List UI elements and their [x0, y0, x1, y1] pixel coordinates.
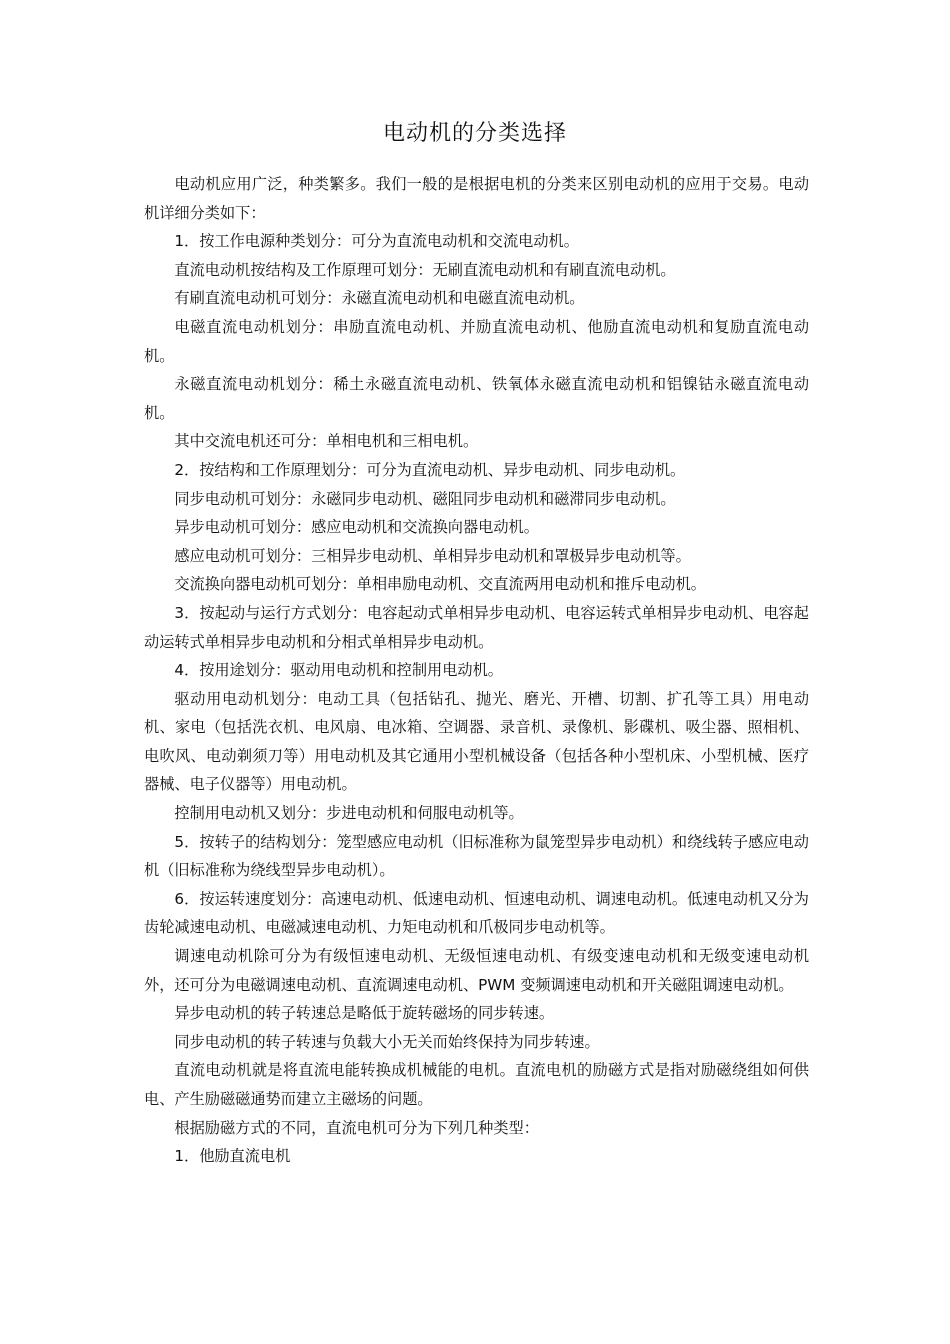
paragraph: 电动机应用广泛，种类繁多。我们一般的是根据电机的分类来区别电动机的应用于交易。电动机详细分类如下：	[144, 175, 809, 222]
paragraph: 感应电动机可划分：三相异步电动机、单相异步电动机和罩极异步电动机等。	[174, 546, 691, 565]
paragraph: 调速电动机除可分为有级恒速电动机、无级恒速电动机、有级变速电动机和无级变速电动机外，还可分为电磁调速电动机、直流调速电动机、PWM 变频调速电动机和开关磁阻调速电动机。	[144, 947, 809, 994]
page-title: 电动机的分类选择	[382, 121, 567, 146]
paragraph: 其中交流电机还可分：单相电机和三相电机。	[174, 432, 479, 451]
paragraph: 电磁直流电动机划分：串励直流电动机、并励直流电动机、他励直流电动机和复励直流电动机。	[144, 317, 809, 365]
paragraph: 同步电动机可划分：永磁同步电动机、磁阻同步电动机和磁滞同步电动机。	[174, 489, 676, 508]
paragraph: 2．按结构和工作原理划分：可分为直流电动机、异步电动机、同步电动机。	[174, 460, 686, 479]
paragraph: 6．按运转速度划分：高速电动机、低速电动机、恒速电动机、调速电动机。低速电动机又分为齿轮减速电动机、电磁减速电动机、力矩电动机和爪极同步电动机等。	[144, 889, 809, 937]
paragraph: 同步电动机的转子转速与负载大小无关而始终保持为同步转速。	[174, 1032, 600, 1051]
paragraph: 3．按起动与运行方式划分：电容起动式单相异步电动机、电容运转式单相异步电动机、电容起动运转式单相异步电动机和分相式单相异步电动机。	[144, 603, 809, 651]
paragraph: 直流电动机就是将直流电能转换成机械能的电机。直流电机的励磁方式是指对励磁绕组如何供电、产生励磁磁通势而建立主磁场的问题。	[144, 1061, 809, 1108]
paragraph: 4．按用途划分：驱动用电动机和控制用电动机。	[174, 661, 503, 680]
document-body	[144, 170, 809, 1171]
paragraph: 5．按转子的结构划分：笼型感应电动机（旧标准称为鼠笼型异步电动机）和绕线转子感应电动机（旧标准称为绕线型异步电动机）。	[144, 832, 809, 880]
paragraph: 控制用电动机又划分：步进电动机和伺服电动机等。	[174, 804, 524, 823]
paragraph: 异步电动机可划分：感应电动机和交流换向器电动机。	[174, 518, 539, 537]
paragraph: 永磁直流电动机划分：稀土永磁直流电动机、铁氧体永磁直流电动机和铝镍钴永磁直流电动机。	[144, 375, 809, 422]
paragraph: 1．他励直流电机	[174, 1147, 291, 1166]
paragraph: 交流换向器电动机可划分：单相串励电动机、交直流两用电动机和推斥电动机。	[174, 575, 706, 594]
paragraph: 直流电动机按结构及工作原理可划分：无刷直流电动机和有刷直流电动机。	[174, 260, 676, 279]
paragraph: 有刷直流电动机可划分：永磁直流电动机和电磁直流电动机。	[174, 289, 585, 308]
paragraph: 驱动用电动机划分：电动工具（包括钻孔、抛光、磨光、开槽、切割、扩孔等工具）用电动机、家电（包括洗衣机、电风扇、电冰箱、空调器、录音机、录像机、影碟机、吸尘器、照相机、电吹风、电动剃须刀等）用电动机及其它通用小型机械设备（包括各种小型机床、小型机械、医疗器械、电子仪器等）用电动机。	[144, 689, 809, 794]
paragraph: 1．按工作电源种类划分：可分为直流电动机和交流电动机。	[174, 232, 579, 251]
paragraph: 异步电动机的转子转速总是略低于旋转磁场的同步转速。	[174, 1004, 555, 1023]
paragraph: 根据励磁方式的不同，直流电机可分为下列几种类型：	[174, 1118, 539, 1137]
